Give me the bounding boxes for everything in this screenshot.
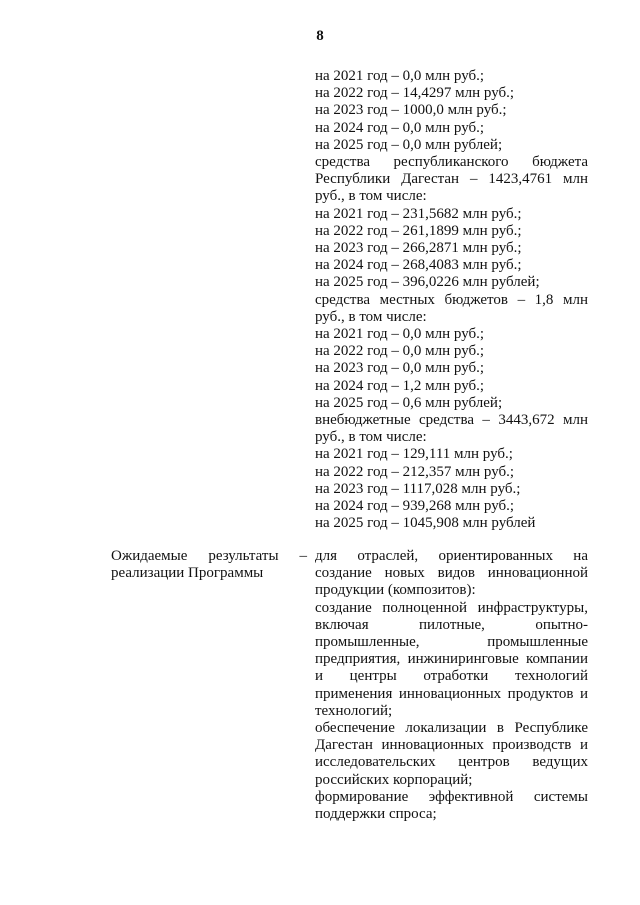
funding-line: на 2025 год – 0,6 млн рублей; <box>315 394 503 411</box>
results-paragraph: формирование эффективной системы поддержки спроса; <box>315 788 588 823</box>
funding-line: на 2023 год – 266,2871 млн руб.; <box>315 240 522 257</box>
page-number: 8 <box>316 28 324 44</box>
funding-line: на 2024 год – 939,268 млн руб.; <box>315 498 515 515</box>
republic-budget-sub: руб., в том числе: <box>315 188 427 205</box>
funding-line: на 2021 год – 0,0 млн руб.; <box>315 326 485 343</box>
funding-line: на 2024 год – 268,4083 млн руб.; <box>315 257 522 274</box>
funding-line: на 2024 год – 0,0 млн руб.; <box>315 119 485 136</box>
funding-line: на 2022 год – 14,4297 млн руб.; <box>315 85 515 102</box>
funding-line: на 2022 год – 212,357 млн руб.; <box>315 463 515 480</box>
republic-budget-heading: средства республиканского бюджета <box>315 154 588 171</box>
local-budget-sub: руб., в том числе: <box>315 308 427 325</box>
funding-line: на 2023 год – 1117,028 млн руб.; <box>315 480 521 497</box>
local-budget-heading: средства местных бюджетов – 1,8 млн <box>315 291 588 308</box>
funding-block <box>315 68 588 532</box>
funding-line: на 2023 год – 1000,0 млн руб.; <box>315 102 507 119</box>
funding-line: на 2024 год – 1,2 млн руб.; <box>315 377 485 394</box>
republic-budget-heading: Республики Дагестан – 1423,4761 млн <box>315 171 588 188</box>
expected-results-label: Ожидаемые результаты – реализации Программы <box>111 548 307 582</box>
results-paragraph: создание полноценной инфраструктуры, включая пилотные, опытно-промышленные, промышленные предприятия, инжиниринговые компании и центры отработки технологий применения инновационных продуктов и технологий; <box>315 599 588 719</box>
funding-line: на 2021 год – 0,0 млн руб.; <box>315 68 485 84</box>
extrabudget-sub: руб., в том числе: <box>315 429 427 446</box>
funding-line: на 2021 год – 231,5682 млн руб.; <box>315 205 522 222</box>
funding-line: на 2025 год – 1045,908 млн рублей <box>315 515 536 532</box>
funding-line: на 2025 год – 396,0226 млн рублей; <box>315 274 540 291</box>
results-block <box>315 548 588 823</box>
funding-line: на 2022 год – 0,0 млн руб.; <box>315 343 485 360</box>
results-paragraph: для отраслей, ориентированных на создание новых видов инновационной продукции (композитов): <box>315 548 588 599</box>
funding-line: на 2023 год – 0,0 млн руб.; <box>315 360 485 377</box>
funding-line: на 2021 год – 129,111 млн руб.; <box>315 446 513 463</box>
funding-line: на 2022 год – 261,1899 млн руб.; <box>315 222 522 239</box>
funding-line: на 2025 год – 0,0 млн рублей; <box>315 136 503 153</box>
results-paragraph: обеспечение локализации в Республике Дагестан инновационных производств и исследовательских центров ведущих российских корпораций; <box>315 720 588 788</box>
extrabudget-heading: внебюджетные средства – 3443,672 млн <box>315 412 588 429</box>
